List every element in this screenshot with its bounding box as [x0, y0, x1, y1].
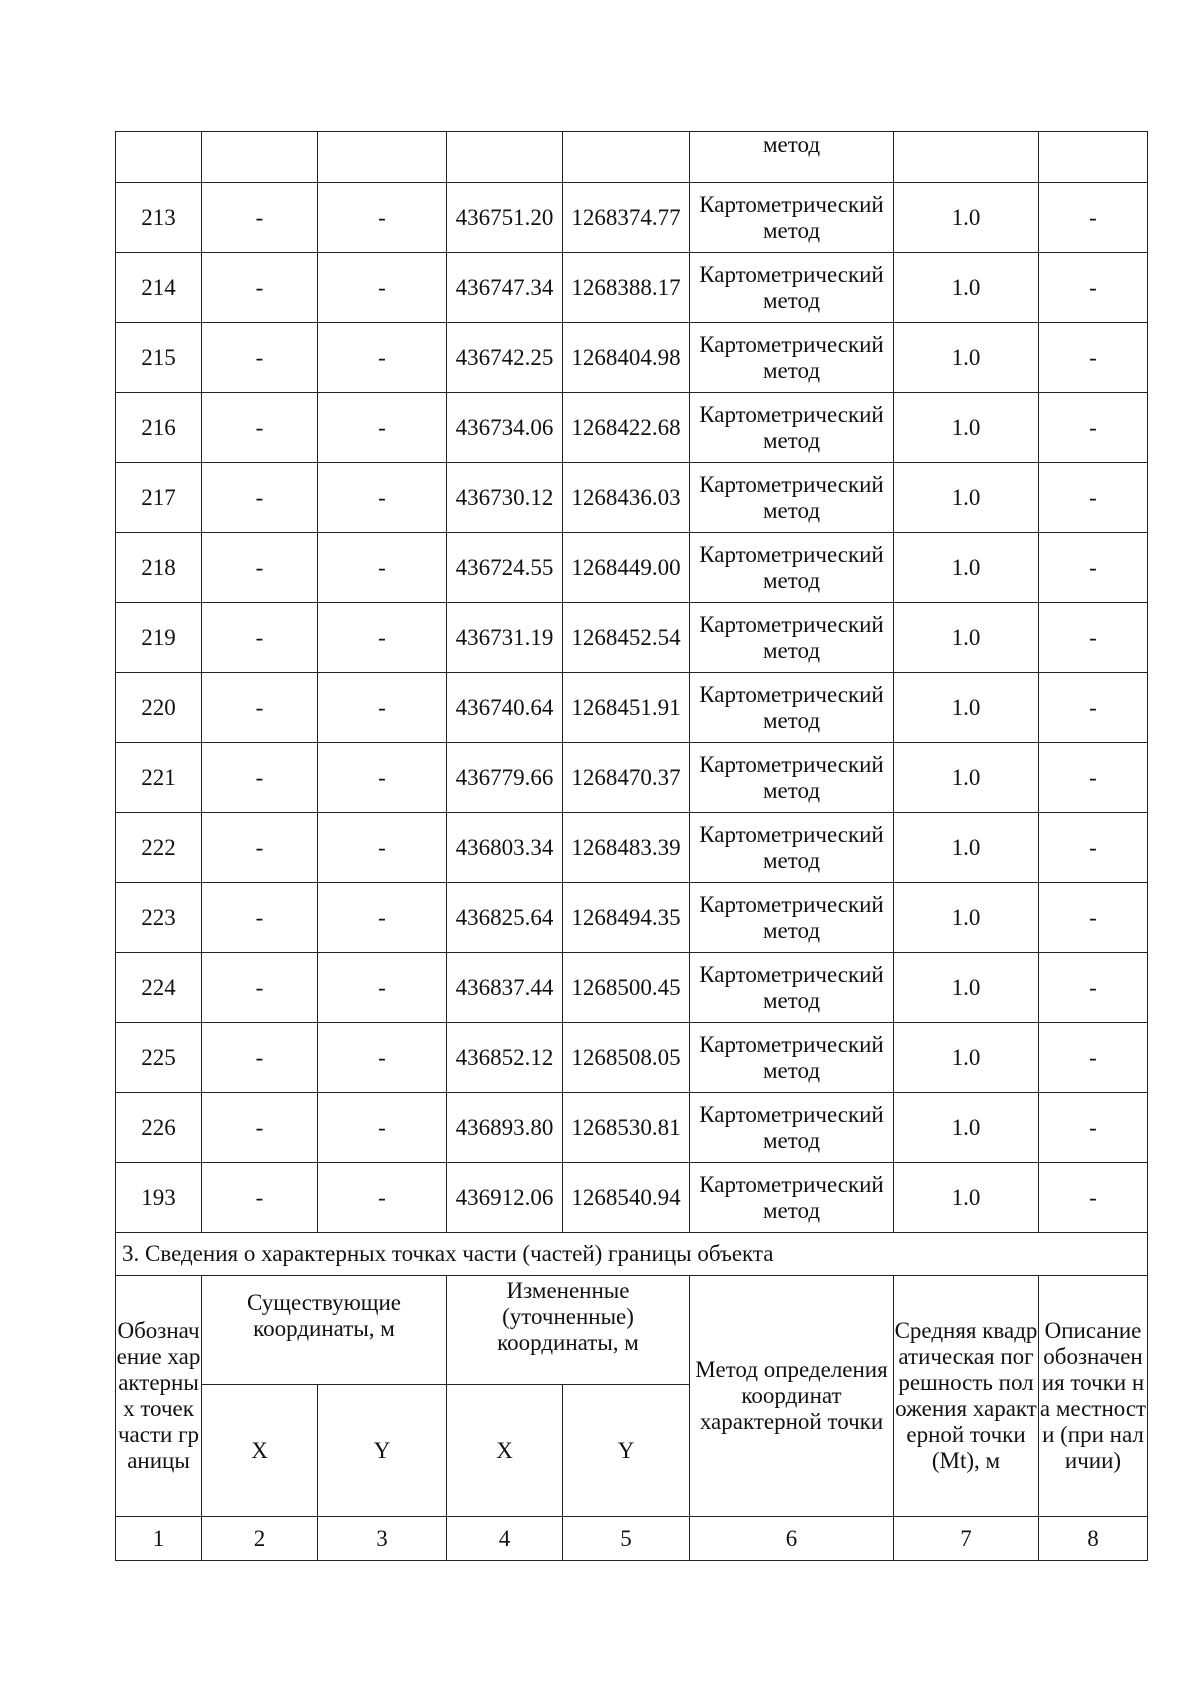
- existing-x: -: [202, 393, 318, 463]
- header-changed: Измененные (уточненные) координаты, м: [447, 1276, 690, 1385]
- existing-x: -: [202, 323, 318, 393]
- column-number: 6: [690, 1517, 894, 1561]
- method: Картометрический метод: [690, 533, 894, 603]
- method: Картометрический метод: [690, 883, 894, 953]
- method: Картометрический метод: [690, 673, 894, 743]
- point-number: 224: [116, 953, 202, 1023]
- point-description: -: [1039, 883, 1148, 953]
- column-numbers-row: [116, 1517, 1148, 1561]
- existing-y: -: [318, 463, 447, 533]
- existing-x: -: [202, 1093, 318, 1163]
- point-number: 225: [116, 1023, 202, 1093]
- point-description: -: [1039, 1163, 1148, 1233]
- table-row: [116, 463, 1148, 533]
- point-description: -: [1039, 183, 1148, 253]
- error-mt: 1.0: [894, 463, 1039, 533]
- header-existing-y: Y: [318, 1385, 447, 1517]
- point-number: 222: [116, 813, 202, 883]
- header-changed-y: Y: [563, 1385, 690, 1517]
- point-number: 216: [116, 393, 202, 463]
- table-row: [116, 603, 1148, 673]
- existing-y: -: [318, 323, 447, 393]
- existing-x: -: [202, 673, 318, 743]
- point-number: 217: [116, 463, 202, 533]
- header-designation-text: Обозначение характерных точек части границы: [116, 1318, 201, 1473]
- method: Картометрический метод: [690, 183, 894, 253]
- point-description: -: [1039, 673, 1148, 743]
- section-title: 3. Сведения о характерных точках части (частей) границы объекта: [116, 1233, 1148, 1276]
- point-description: -: [1039, 393, 1148, 463]
- existing-y: -: [318, 953, 447, 1023]
- cell-empty: [894, 132, 1039, 183]
- existing-y: -: [318, 1093, 447, 1163]
- cell-empty: [447, 132, 563, 183]
- existing-x: -: [202, 533, 318, 603]
- section-title-row: [116, 1233, 1148, 1276]
- point-description: -: [1039, 743, 1148, 813]
- point-number: 215: [116, 323, 202, 393]
- column-number: 7: [894, 1517, 1039, 1561]
- cell-empty: [116, 132, 202, 183]
- existing-y: -: [318, 393, 447, 463]
- point-description: -: [1039, 813, 1148, 883]
- header-existing-x: X: [202, 1385, 318, 1517]
- point-description: -: [1039, 533, 1148, 603]
- changed-y: 1268530.81: [563, 1093, 690, 1163]
- continued-row: [116, 132, 1148, 183]
- changed-x: 436730.12: [447, 463, 563, 533]
- error-mt: 1.0: [894, 883, 1039, 953]
- header-description: Описание обозначения точки на местности (при наличии): [1039, 1276, 1148, 1517]
- method: Картометрический метод: [690, 1093, 894, 1163]
- column-number: 5: [563, 1517, 690, 1561]
- error-mt: 1.0: [894, 743, 1039, 813]
- table-row: [116, 183, 1148, 253]
- method: Картометрический метод: [690, 813, 894, 883]
- point-description: -: [1039, 953, 1148, 1023]
- changed-x: 436724.55: [447, 533, 563, 603]
- cell-empty: [318, 132, 447, 183]
- existing-x: -: [202, 743, 318, 813]
- existing-x: -: [202, 953, 318, 1023]
- header-changed-x: X: [447, 1385, 563, 1517]
- changed-y: 1268388.17: [563, 253, 690, 323]
- error-mt: 1.0: [894, 393, 1039, 463]
- changed-y: 1268451.91: [563, 673, 690, 743]
- header-designation: [116, 1276, 202, 1517]
- table-row: [116, 393, 1148, 463]
- error-mt: 1.0: [894, 1163, 1039, 1233]
- table-row: [116, 1163, 1148, 1233]
- existing-y: -: [318, 603, 447, 673]
- table-row: [116, 883, 1148, 953]
- changed-y: 1268422.68: [563, 393, 690, 463]
- error-mt: 1.0: [894, 1023, 1039, 1093]
- error-mt: 1.0: [894, 253, 1039, 323]
- column-number: 1: [116, 1517, 202, 1561]
- existing-x: -: [202, 1023, 318, 1093]
- method: Картометрический метод: [690, 743, 894, 813]
- error-mt: 1.0: [894, 183, 1039, 253]
- point-description: -: [1039, 1023, 1148, 1093]
- error-mt: 1.0: [894, 813, 1039, 883]
- point-number: 226: [116, 1093, 202, 1163]
- error-mt: 1.0: [894, 603, 1039, 673]
- changed-y: 1268508.05: [563, 1023, 690, 1093]
- existing-y: -: [318, 1163, 447, 1233]
- changed-x: 436803.34: [447, 813, 563, 883]
- point-description: -: [1039, 1093, 1148, 1163]
- column-number: 2: [202, 1517, 318, 1561]
- changed-x: 436912.06: [447, 1163, 563, 1233]
- error-mt: 1.0: [894, 1093, 1039, 1163]
- point-description: -: [1039, 323, 1148, 393]
- table-row: [116, 813, 1148, 883]
- point-number: 218: [116, 533, 202, 603]
- point-description: -: [1039, 253, 1148, 323]
- existing-x: -: [202, 603, 318, 673]
- cell-method-tail: метод: [690, 132, 894, 183]
- method: Картометрический метод: [690, 603, 894, 673]
- existing-x: -: [202, 253, 318, 323]
- point-number: 213: [116, 183, 202, 253]
- table-row: [116, 673, 1148, 743]
- point-description: -: [1039, 463, 1148, 533]
- point-number: 214: [116, 253, 202, 323]
- point-number: 223: [116, 883, 202, 953]
- header-error: Средняя квадратическая погрешность положения характерной точки (Mt), м: [894, 1276, 1039, 1517]
- method: Картометрический метод: [690, 1163, 894, 1233]
- changed-x: 436852.12: [447, 1023, 563, 1093]
- existing-y: -: [318, 813, 447, 883]
- cell-empty: [202, 132, 318, 183]
- existing-x: -: [202, 463, 318, 533]
- changed-x: 436740.64: [447, 673, 563, 743]
- method: Картометрический метод: [690, 253, 894, 323]
- existing-y: -: [318, 533, 447, 603]
- error-mt: 1.0: [894, 673, 1039, 743]
- changed-y: 1268374.77: [563, 183, 690, 253]
- column-number: 4: [447, 1517, 563, 1561]
- header-row-1: [116, 1276, 1148, 1385]
- table-row: [116, 253, 1148, 323]
- table-row: [116, 743, 1148, 813]
- existing-y: -: [318, 743, 447, 813]
- existing-y: -: [318, 673, 447, 743]
- point-number: 221: [116, 743, 202, 813]
- point-description: -: [1039, 603, 1148, 673]
- changed-x: 436731.19: [447, 603, 563, 673]
- point-number: 219: [116, 603, 202, 673]
- changed-x: 436747.34: [447, 253, 563, 323]
- changed-x: 436734.06: [447, 393, 563, 463]
- changed-x: 436837.44: [447, 953, 563, 1023]
- method: Картометрический метод: [690, 323, 894, 393]
- method: Картометрический метод: [690, 953, 894, 1023]
- table-row: [116, 1023, 1148, 1093]
- existing-x: -: [202, 813, 318, 883]
- cell-empty: [1039, 132, 1148, 183]
- changed-y: 1268540.94: [563, 1163, 690, 1233]
- changed-y: 1268470.37: [563, 743, 690, 813]
- existing-y: -: [318, 1023, 447, 1093]
- existing-x: -: [202, 183, 318, 253]
- existing-y: -: [318, 883, 447, 953]
- method: Картометрический метод: [690, 463, 894, 533]
- error-mt: 1.0: [894, 533, 1039, 603]
- changed-x: 436742.25: [447, 323, 563, 393]
- changed-y: 1268436.03: [563, 463, 690, 533]
- changed-x: 436751.20: [447, 183, 563, 253]
- changed-y: 1268452.54: [563, 603, 690, 673]
- header-method: Метод определения координат характерной точки: [690, 1276, 894, 1517]
- changed-y: 1268404.98: [563, 323, 690, 393]
- header-existing: Существующие координаты, м: [202, 1276, 447, 1385]
- changed-x: 436779.66: [447, 743, 563, 813]
- changed-y: 1268449.00: [563, 533, 690, 603]
- existing-x: -: [202, 1163, 318, 1233]
- column-number: 8: [1039, 1517, 1148, 1561]
- cell-empty: [563, 132, 690, 183]
- existing-y: -: [318, 253, 447, 323]
- existing-x: -: [202, 883, 318, 953]
- method: Картометрический метод: [690, 393, 894, 463]
- changed-y: 1268494.35: [563, 883, 690, 953]
- method: Картометрический метод: [690, 1023, 894, 1093]
- table-row: [116, 1093, 1148, 1163]
- changed-y: 1268483.39: [563, 813, 690, 883]
- table-row: [116, 953, 1148, 1023]
- table-row: [116, 323, 1148, 393]
- changed-x: 436825.64: [447, 883, 563, 953]
- changed-x: 436893.80: [447, 1093, 563, 1163]
- changed-y: 1268500.45: [563, 953, 690, 1023]
- existing-y: -: [318, 183, 447, 253]
- coordinates-table: [115, 131, 1148, 1561]
- error-mt: 1.0: [894, 953, 1039, 1023]
- column-number: 3: [318, 1517, 447, 1561]
- table-row: [116, 533, 1148, 603]
- point-number: 193: [116, 1163, 202, 1233]
- point-number: 220: [116, 673, 202, 743]
- error-mt: 1.0: [894, 323, 1039, 393]
